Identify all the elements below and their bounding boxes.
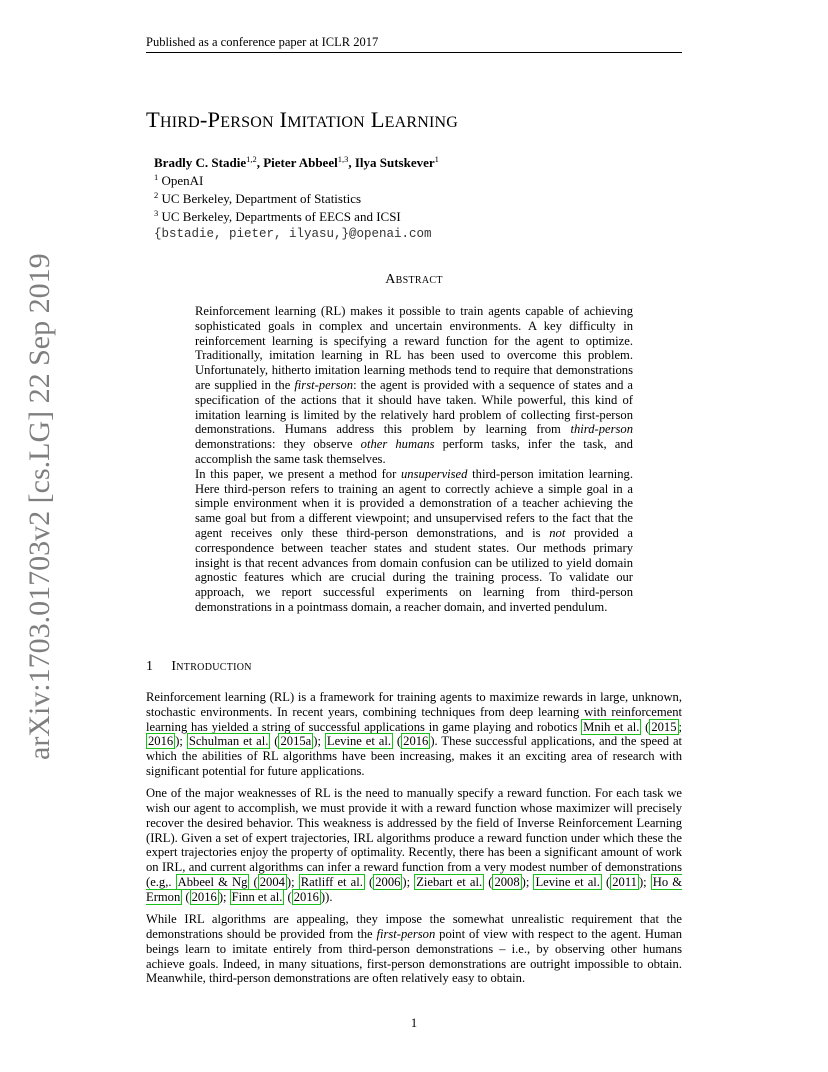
- affiliation: [154, 190, 439, 207]
- arxiv-identifier: arXiv:1703.01703v2 [cs.LG] 22 Sep 2019: [23, 253, 56, 760]
- author-name: Ilya Sutskever: [354, 155, 435, 170]
- affiliation: [154, 208, 439, 225]
- author-names: Bradly C. Stadie$^{1,2}$, Pieter Abbeel$^{1,3}$, Ilya Sutskever$^1$: [154, 154, 439, 170]
- emphasis: other humans: [360, 437, 435, 452]
- author-affil-mark: 1: [434, 154, 439, 164]
- introduction-body: [146, 690, 682, 994]
- citation-link[interactable]: Finn et al.: [231, 889, 283, 904]
- text-run: point of view with respect to the agent. Human beings learn to imitate entirely from third-person demonstrations – i.e., by observing other humans achieve goals. Indeed, in many situations, first-person demonstrations are outright impossible to obtain. Meanwhile, third-person demonstrations are often relatively easy to obtain.: [146, 926, 683, 986]
- affiliation-text: UC Berkeley, Department of Statistics: [161, 191, 362, 206]
- text-run: In this paper, we present a method for: [195, 466, 401, 481]
- body-paragraph: [146, 912, 682, 986]
- text-run: demonstrations: they observe: [195, 437, 361, 452]
- text-run: . These successful applications, and the speed at which the abilities of RL algorithms have been increasing, makes it an exciting area of research with significant potential for future applications.: [146, 734, 683, 778]
- affiliation-text: OpenAI: [161, 173, 204, 188]
- body-paragraph: One of the major weaknesses of RL is the need to manually specify a reward function. For each task we wish our agent to accomplish, we must provide it with a reward function whose maximizer will precisely recover the desired behavior. This weakness is addressed by the field of Inverse Reinforcement Learning (IRL). Given a set of expert trajectories, IRL algorithms produce a reward function under which these the expert trajectories enjoy the property of optimality. Recently, there has been a significant amount of work on IRL, and current algorithms can infer a reward function from a very modest number of demonstrations (e.g,. Abbeel & Ng ( 2004 ); Ratliff et al. ( 2006 ); Ziebart et al. ( 2008 ); Levine et al. ( 2011 ); Ho & Ermon ( 2016 ); Finn et al. ( 2016 )).: [146, 786, 683, 904]
- author-name: Bradly C. Stadie: [154, 155, 247, 170]
- text-run: perform tasks, infer the task, and accomplish the same task themselves.: [195, 437, 633, 466]
- section-number: 1: [146, 659, 154, 674]
- text-run: Reinforcement learning (RL) makes it possible to train agents capable of achieving sophisticated goals in complex and uncertain environments. A key difficulty in reinforcement learning is specifying a reward function for the agent to optimize. Traditionally, imitation learning in RL has been used to overcome this problem. Unfortunately, hitherto imitation learning methods tend to require that demonstrations are supplied in the: [195, 304, 633, 392]
- citation-link[interactable]: Levine et al.: [326, 734, 392, 749]
- abstract-heading: [0, 272, 828, 288]
- page-number: 1: [410, 1016, 418, 1030]
- citation-link[interactable]: 2008: [494, 875, 520, 890]
- citation-link[interactable]: 2016: [191, 889, 217, 904]
- citation-link[interactable]: 2016: [148, 734, 174, 749]
- author-affil-mark: 1,3: [337, 154, 349, 164]
- text-run: ).: [325, 889, 333, 904]
- citation-link[interactable]: 2015a: [280, 734, 312, 749]
- paper-title-text: Third-Person Imitation Learning: [146, 107, 459, 132]
- emphasis: first-person: [376, 926, 436, 941]
- text-run: One of the major weaknesses of RL is the need to manually specify a reward function. For each task we wish our agent to accomplish, we must provide it with a reward function whose maximizer will precisely recover the desired behavior. This weakness is addressed by the field of Inverse Reinforcement Learning (IRL). Given a set of expert trajectories, IRL algorithms produce a reward function under which these the expert trajectories enjoy the property of optimality. Recently, there has been a significant amount of work on IRL, and current algorithms can infer a reward function from a very modest number of demonstrations (e.g,.: [146, 786, 682, 890]
- citation-link[interactable]: Levine et al.: [535, 875, 600, 890]
- emphasis: third-person: [570, 422, 633, 437]
- citation-link[interactable]: Mnih et al.: [583, 719, 640, 734]
- text-run: provided a correspondence between teacher states and student states. Our methods primary insight is that recent advances from domain confusion can be utilized to yield domain agnostic features which are crucial during the training process. To validate our approach, we report successful experiments on learning from third-person demonstrations in a pointmass domain, a reacher domain, and inverted pendulum.: [195, 525, 634, 614]
- text-run: While IRL algorithms are appealing, they impose the somewhat unrealistic requirement that the demonstrations should be provided from the: [146, 912, 682, 941]
- text-run: third-person imitation learning. Here third-person refers to training an agent to correctly achieve a simple goal in a simple environment when it is provided a demonstration of a teacher achieving the same goal but from a different viewpoint; and unsupervised refers to the fact that the agent receives only these third-person demonstrations, and is: [195, 466, 633, 540]
- citation-link[interactable]: Ho & Ermon: [146, 875, 683, 904]
- affiliation-number: 1: [154, 172, 159, 182]
- citation-link[interactable]: 2011: [612, 875, 637, 890]
- abstract-body: [195, 304, 633, 615]
- paper-title: [146, 106, 458, 134]
- abstract-heading-text: Abstract: [385, 272, 443, 287]
- emphasis: first-person: [294, 377, 354, 392]
- body-paragraph: Reinforcement learning (RL) is a framework for training agents to maximize rewards in large, unknown, stochastic environments. In recent years, combining techniques from deep learning with reinforcement learning has yielded a string of successful applications in game playing and robotics Mnih et al. ( 2015 ; 2016 ); Schulman et al. ( 2015a ); Levine et al. ( 2016 ). These successful applications, and the speed at which the abilities of RL algorithms have been increasing, makes it an exciting area of research with significant potential for future applications.: [146, 690, 683, 778]
- citation-link[interactable]: Ratliff et al.: [300, 875, 363, 890]
- text-run: : the agent is provided with a sequence of states and a specification of the actions that it should have taken. While powerful, this kind of imitation learning is limited by the relatively hard problem of collecting first-person demonstrations. Humans address this problem by learning from: [195, 377, 633, 437]
- citation-link[interactable]: Abbeel & Ng: [177, 875, 248, 890]
- citation-link[interactable]: Schulman et al.: [188, 734, 269, 749]
- author-name: Pieter Abbeel: [263, 155, 338, 170]
- header-rule: [146, 52, 682, 53]
- emphasis: not: [549, 525, 566, 540]
- section-title-text: Introduction: [171, 659, 252, 674]
- text-run: Reinforcement learning (RL) is a framework for training agents to maximize rewards in large, unknown, stochastic environments. In recent years, combining techniques from deep learning with reinforcement learning has yielded a string of successful applications in game playing and robotics: [146, 690, 682, 734]
- citation-link[interactable]: 2016: [403, 734, 429, 749]
- affiliation-number: 2: [154, 190, 159, 200]
- affiliation-number: 3: [154, 208, 159, 218]
- abstract-paragraph: [195, 467, 633, 615]
- citation-link[interactable]: 2006: [375, 875, 401, 890]
- section-heading: [146, 659, 252, 675]
- author-affil-mark: 1,2: [246, 154, 257, 164]
- affiliation-text: UC Berkeley, Departments of EECS and ICSI: [161, 209, 401, 224]
- citation-link[interactable]: 2004: [259, 875, 285, 890]
- affiliation: [154, 172, 439, 189]
- citation-link[interactable]: 2016: [293, 889, 319, 904]
- author-email[interactable]: {bstadie, pieter, ilyasu,}@openai.com: [154, 227, 432, 241]
- running-header: Published as a conference paper at ICLR 2017: [146, 35, 379, 49]
- citation-link[interactable]: 2015: [651, 719, 677, 734]
- citation-link[interactable]: Ziebart et al.: [416, 875, 483, 890]
- abstract-paragraph: [195, 304, 633, 467]
- emphasis: unsupervised: [400, 466, 468, 481]
- author-block: [154, 154, 439, 243]
